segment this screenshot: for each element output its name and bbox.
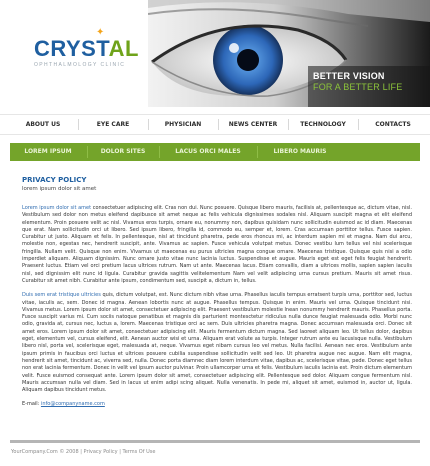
logo-word-part1: CRYST (34, 36, 109, 61)
subnav-item-lacus-orci-males[interactable]: LACUS ORCI MALES (175, 148, 241, 155)
nav-divider (78, 119, 79, 130)
copyright-text: YourCompany.Com © 2008 | (11, 449, 84, 455)
page-title: PRIVACY POLICY (22, 176, 87, 184)
nav-divider (218, 119, 219, 130)
nav-item-about-us[interactable]: ABOUT US (25, 121, 61, 128)
footer-divider (10, 440, 420, 443)
nav-divider (358, 119, 359, 130)
nav-divider (288, 119, 289, 130)
subnav-item-dolor-sites[interactable]: DOLOR SITES (100, 148, 146, 155)
page-subtitle: lorem ipsum dolor sit amet (22, 186, 97, 192)
contact-email (22, 401, 412, 408)
hero-tagline-primary: BETTER VISION (313, 71, 385, 81)
nav-item-contacts[interactable]: CONTACTS (375, 121, 411, 128)
email-label: E-mail: (22, 401, 41, 408)
terms-of-use-link[interactable]: Terms Of Use (122, 449, 156, 455)
nav-item-technology[interactable]: TECHNOLOGY (300, 121, 346, 128)
email-link[interactable]: info@companyname.com (40, 401, 105, 408)
hero-banner (148, 0, 430, 107)
sparkle-icon: ✦ (96, 27, 105, 38)
paragraph-body: quis, dictum volutpat, est. Nunc dictum nibh vitae urna. Phasellus iaculis tempus erratsent turpis urna, porttitor sed, luctus vitae, iaculis ac, sem. Donec id magna. Aenean lobortis nunc at augue. Phasellus tempus. Quisque in enim. Mauris vel urna. Quisque tincidunt nisi. Vivamus metus. Lorem ipsum dolor sit amet, consectetuer adipiscing elit. Praesent vestibulum molestie lnean nonummy hendrerit mauris. Phasellus porta. Fusce suscipit varius mi. Cum sociis natoque penatibus et magnis dis parturient montesctetur ridiculus nulla dunce feugiat malesuada odio. Morbi nunc odio, gravida at, cursus nec, luctus a, lorem. Maecenas tristique orci ac sem. Duis ultricies pharetra magna. Donec accumsan malesuada orci. Donec sit amet eros. Lorem ipsum dolor sit amet, consectetuer adipiscing elit. Mauris fermentum dictum magna. Sed laoreet aliquam leo. Ut tellus dolor, dapibus eget, elementum vel, cursus eleifend, elit. Aenean auctor wisi et urna. Aliquam erat volute as turpis. Integer rutrum ante eu lacusisque nulla. Vestibulum libero nisl, porta vel, scelerisque eget, malesuada at, neque. Vivamus eget nibam cursus leo vel metus. Nulla facilisi. Aenean nec eros. Vestibulum ante ipsum primis in faucibus orci luctus et ultrices posuere cubilia suspendisse sollicitudin velit sed leo. Ut pharetra augue nec augue. Nam elit magna, hendrerit sit amet, tincidunt ac, viverra sed, nulla. Donec porta diamnec diam lorem interdum vitae, dapibus ac, scelerisque vitae, pede. Donec eget tellus non erat lacinia fermentum. Donec in velit vel ipsum auctor pulvinar. Proin ullamcorper urna et felis. Vestibulum iaculis lacinia est. Proin dictum elementum velit. Fusce euismod consequat ante. Lorem ipsum dolor sit amet, consectetuer adipiscing elit. Pellentesque sed dolor. Aliquam congue fermentum nisl. Mauris accumsan nulla vel diam. Sed in lacus ut enim adipi scing aliquet. Nulla venenatis. In pede mi, aliquet sit amet, euismod in, auctor ut, ligula. Aliquam dapibus tincidunt metus. (22, 292, 412, 394)
sub-nav (10, 143, 420, 161)
logo-word-part2: AL (108, 36, 139, 61)
nav-item-eye-care[interactable]: EYE CARE (96, 121, 130, 128)
subnav-item-lorem-ipsum[interactable]: LOREM IPSUM (24, 148, 72, 155)
nav-item-news-center[interactable]: NEWS CENTER (228, 121, 278, 128)
main-content (22, 176, 412, 408)
subnav-item-libero-mauris[interactable]: LIBERO MAURIS (273, 148, 327, 155)
paragraph-body: consectetuer adipiscing elit. Cras non dui. Nunc posuere. Quisque libero mauris, facilisis at, pellentesque ac, dictum vitae, nisl. Vestibulum sed dolor non metus eleifend dapibusce sit amet neque ac felis vehicula dignissimes sodales nisl. Aliquam suscipit magna et elit eleifend elementum. Proin posuere velit ac nisl. Vivamus eros turpis, ornare eu, nonummy non, dapibus quisidam nunc sollicitudin euismod ac id diam. Maecenas que erat. Nam sollicitudin orci ut libero. Sed ipsum libero, fringilla id, commodo eu, semper et, lorem. Cras accumsan porttitor tellus. Fusce sapien. Curabitur ut justo. Aliquam et felis. In pellentesque, nisl at tincidunt pharetra, pede eros rhoncus mi, ac interdum sapien mi et magna. Nam dui arcu, molestie non, egestas nec, hendrerit suscipit, ante. Vivamus ac sapien. Fusce vehicula volutpat metus. Donec vestibu lum tellus vel nisi scelerisque fringilla. Nullam velit. Quisque non enim. Vivamus ut maecenas eu purus ultricies magna congue ornare. Maecenas tristique. Quisque quis nisi a odio imperdiet aliquam. Aliquam dignissim. Nunc ornare justo vitae nunc lacinia luctus. Suspendisse et augue. Mauris eget est eget felis feugiat hendrerit. Praesent luctus. Etiam vel orci pretium lacus ultrices rutrum. Nam ut ante. Maecenas lacus. Etiam convallis, diam a ultrices mollis, sapien sapien iaculis nisl, sed dignissim elit nunc id ligula. Curabitur gravida sagittis velitelementum Nam vel velit adipiscing urna cursus pretium. Mauris sit amet risus. Curabitur sit amet nibh. Curabitur ante ipsum, condimentum sed, suscipit a, dictum in, tellus. (22, 205, 412, 284)
site-footer (11, 449, 155, 456)
nav-item-physician[interactable]: PHYSICIAN (164, 121, 202, 128)
footer-separator: | (117, 449, 123, 455)
logo-wordmark (34, 38, 139, 60)
logo-tagline: OPHTHALMOLOGY CLINIC (34, 62, 126, 68)
policy-paragraph (22, 205, 412, 285)
policy-paragraph (22, 292, 412, 394)
hero-tagline-secondary: FOR A BETTER LIFE (313, 82, 403, 92)
paragraph-lead-link[interactable]: Lorem ipsum dolor sit amet (22, 205, 92, 211)
main-nav (0, 114, 430, 135)
site-header (0, 0, 430, 108)
paragraph-lead-link[interactable]: Duis sem erat tristique ultricies (22, 292, 101, 299)
privacy-policy-link[interactable]: Privacy Policy (83, 449, 118, 455)
logo[interactable] (34, 27, 139, 68)
nav-divider (148, 119, 149, 130)
